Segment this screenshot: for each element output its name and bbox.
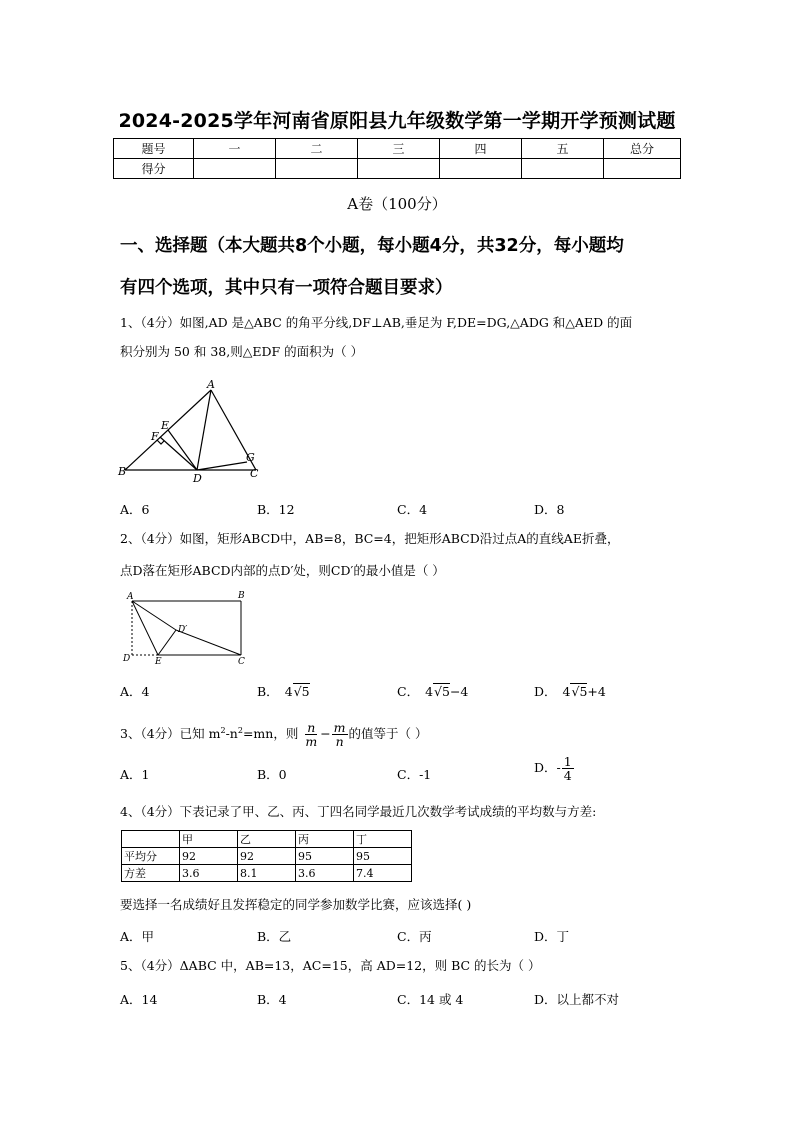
score-header-cell: 题号	[114, 139, 194, 159]
fig2-label-d: D	[123, 654, 131, 664]
fig1-label-d: D	[193, 472, 202, 485]
score-table-header-row	[114, 139, 681, 159]
fig2-label-c: C	[238, 657, 245, 667]
page-title: 2024-2025学年河南省原阳县九年级数学第一学期开学预测试题	[118, 110, 676, 132]
option-a[interactable]: A．1	[120, 767, 150, 782]
score-header-cell: 一	[194, 139, 276, 159]
part-heading-line2: 有四个选项，其中只有一项符合题目要求）	[120, 278, 453, 298]
part-heading-line1: 一、选择题（本大题共8个小题，每小题4分，共32分，每小题均	[120, 236, 624, 256]
option-d[interactable]: D．以上都不对	[534, 992, 620, 1007]
score-cell[interactable]	[194, 159, 276, 179]
fig2-label-a: A	[127, 592, 134, 602]
section-title: A卷（100分）	[347, 195, 447, 213]
fig1-label-b: B	[118, 465, 127, 478]
fraction-m-over-n: $\frac{m}{n}$	[333, 720, 346, 750]
score-cell[interactable]	[522, 159, 604, 179]
table-row: 方差 3.6 8.1 3.6 7.4	[122, 865, 412, 882]
question-5-options	[120, 990, 760, 1010]
question-5-line1: 5、（4分）ΔABC 中，AB=13，AC=15，高 AD=12，则 BC 的长为（ ）	[120, 958, 541, 973]
option-c[interactable]: C．14 或 4	[397, 992, 464, 1007]
score-cell[interactable]	[276, 159, 358, 179]
score-header-cell: 三	[358, 139, 440, 159]
score-row-label: 得分	[114, 159, 194, 179]
question-4-line1: 4、（4分）下表记录了甲、乙、丙、丁四名同学最近几次数学考试成绩的平均数与方差:	[120, 804, 597, 819]
table-row: 平均分 92 92 95 95	[122, 848, 412, 865]
question-4-line2: 要选择一名成绩好且发挥稳定的同学参加数学比赛，应该选择( )	[120, 897, 472, 912]
table-header-row: 甲 乙 丙 丁	[122, 831, 412, 848]
question-1-options	[120, 500, 760, 520]
score-cell[interactable]	[440, 159, 522, 179]
question-1-line1: 1、（4分）如图,AD 是△ABC 的角平分线,DF⊥AB,垂足为 F,DE=DG,△ADG 和△AED 的面	[120, 315, 633, 330]
fig2-label-b: B	[238, 591, 245, 601]
option-c[interactable]: C．4	[397, 502, 428, 517]
option-b[interactable]: B．12	[257, 502, 295, 517]
option-b[interactable]: B．乙	[257, 929, 292, 944]
score-header-cell: 四	[440, 139, 522, 159]
option-a[interactable]: A．6	[120, 502, 150, 517]
fraction-n-over-m: $\frac{n}{m}$	[305, 720, 318, 750]
question-2-figure	[118, 588, 253, 668]
option-c[interactable]: C． 4√5−4	[397, 684, 469, 699]
score-cell[interactable]	[604, 159, 681, 179]
score-table	[113, 138, 681, 179]
question-3-line: 3、（4分）已知 $m^2-n^2=mn$，则 $\frac{n}{m}$ − $\frac{m}{n}$ 的值等于（ ）	[120, 720, 428, 750]
option-d[interactable]: D． 4√5+4	[534, 684, 606, 699]
score-table-score-row	[114, 159, 681, 179]
question-1-line2: 积分别为 50 和 38,则△EDF 的面积为（ ）	[120, 344, 364, 359]
option-a[interactable]: A．4	[120, 684, 150, 699]
question-4-table	[121, 830, 412, 882]
option-b[interactable]: B． 4√5	[257, 684, 310, 699]
question-4-options	[120, 927, 760, 947]
question-1-figure	[115, 378, 275, 486]
fig1-label-e: E	[161, 419, 170, 432]
score-header-cell: 总分	[604, 139, 681, 159]
score-header-cell: 二	[276, 139, 358, 159]
score-header-cell: 五	[522, 139, 604, 159]
option-d[interactable]: D．8	[534, 502, 565, 517]
option-a[interactable]: A．14	[120, 992, 158, 1007]
fig2-label-dprime: D′	[178, 625, 188, 635]
option-a[interactable]: A．甲	[120, 929, 155, 944]
question-2-line1: 2、（4分）如图，矩形ABCD中，AB=8，BC=4，把矩形ABCD沿过点A的直线AE折叠，	[120, 531, 620, 546]
score-cell[interactable]	[358, 159, 440, 179]
option-c[interactable]: C．-1	[397, 767, 432, 782]
option-b[interactable]: B．4	[257, 992, 287, 1007]
fig1-label-a: A	[207, 378, 215, 391]
fig1-label-g: G	[246, 451, 255, 464]
fig2-label-e: E	[155, 657, 162, 667]
fig1-label-c: C	[250, 467, 259, 480]
question-2-options	[120, 682, 760, 702]
option-d[interactable]: D．- $\frac{1}{4}$	[534, 754, 572, 783]
question-3-options	[120, 754, 760, 785]
fig1-label-f: F	[151, 430, 159, 443]
option-b[interactable]: B．0	[257, 767, 287, 782]
question-2-line2: 点D落在矩形ABCD内部的点D′处，则CD′的最小值是（ ）	[120, 563, 445, 578]
option-c[interactable]: C．丙	[397, 929, 432, 944]
option-d[interactable]: D．丁	[534, 929, 570, 944]
